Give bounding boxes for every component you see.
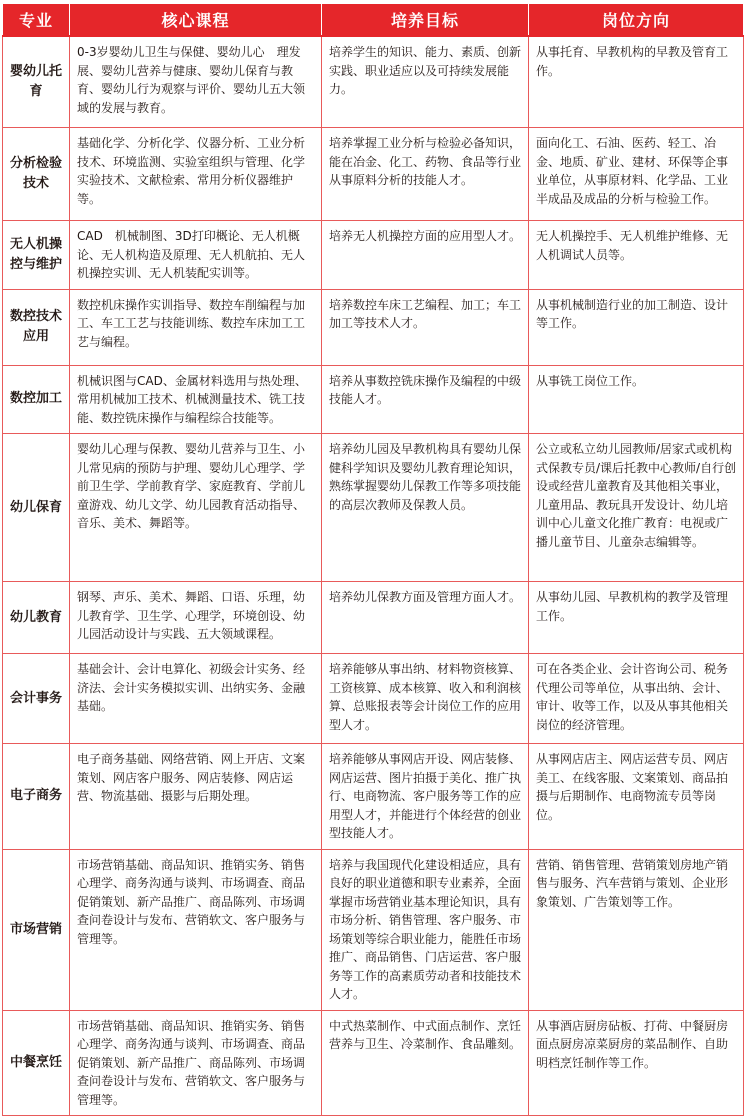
header-goal: 培养目标 xyxy=(322,4,529,37)
major-cell: 婴幼儿托育 xyxy=(3,36,70,128)
major-cell: 分析检验技术 xyxy=(3,128,70,221)
goal-cell: 培养无人机操控方面的应用型人才。 xyxy=(322,221,529,290)
goal-cell: 培养能够从事出纳、材料物资核算、工资核算、成本核算、收入和利润核算、总账报表等会计岗位工作的应用型人才。 xyxy=(322,654,529,744)
courses-cell: 电子商务基础、网络营销、网上开店、文案策划、网店客户服务、网店装修、网店运营、物流基础、摄影与后期处理。 xyxy=(70,744,322,850)
major-cell: 电子商务 xyxy=(3,744,70,850)
goal-cell: 培养掌握工业分析与检验必备知识，能在冶金、化工、药物、食品等行业从事原料分析的技能人才。 xyxy=(322,128,529,221)
major-cell: 数控加工 xyxy=(3,365,70,434)
courses-cell: 婴幼儿心理与保教、婴幼儿营养与卫生、小儿常见病的预防与护理、婴幼儿心理学、学前卫生学、学前教育学、家庭教育、学前儿童游戏、幼儿文学、幼儿园教育活动指导、音乐、美术、舞蹈等。 xyxy=(70,434,322,582)
career-cell: 面向化工、石油、医药、轻工、冶金、地质、矿业、建材、环保等企事业单位，从事原材料、化学品、工业半成品及成品的分析与检验工作。 xyxy=(529,128,744,221)
goal-cell: 培养数控车床工艺编程、加工；车工加工等技术人才。 xyxy=(322,289,529,365)
career-cell: 无人机操控手、无人机维护维修、无人机调试人员等。 xyxy=(529,221,744,290)
courses-cell: 基础会计、会计电算化、初级会计实务、经济法、会计实务模拟实训、出纳实务、金融基础。 xyxy=(70,654,322,744)
header-career: 岗位方向 xyxy=(529,4,744,37)
career-cell: 从事网店店主、网店运营专员、网店美工、在线客服、文案策划、商品拍摄与后期制作、电商物流专员等岗位。 xyxy=(529,744,744,850)
goal-cell: 培养与我国现代化建设相适应，具有良好的职业道德和职专业素养，全面掌握市场营销业基本理论知识，具有市场分析、销售管理、客户服务、市场策划等综合职业能力，能胜任市场推广、商品销售、门店运营、客户服务等工作的高素质劳动者和技能技术人才。 xyxy=(322,849,529,1010)
courses-cell: 机械识图与CAD、金属材料选用与热处理、常用机械加工技术、机械测量技术、铣工技能、数控铣床操作与编程综合技能等。 xyxy=(70,365,322,434)
courses-cell: 市场营销基础、商品知识、推销实务、销售心理学、商务沟通与谈判、市场调查、商品促销策划、新产品推广、商品陈列、市场调查问卷设计与发布、营销软文、客户服务与管理等。 xyxy=(70,849,322,1010)
header-major: 专业 xyxy=(3,4,70,37)
table-row xyxy=(3,744,744,850)
career-cell: 公立或私立幼儿园教师/居家式或机构式保教专员/课后托教中心教师/自行创设或经营儿童教育及其他相关事业，儿童用品、教玩具开发设计、幼儿培训中心儿童文化推广教育：电视或广播儿童节目、儿童杂志编辑等。 xyxy=(529,434,744,582)
career-cell: 从事机械制造行业的加工制造、设计等工作。 xyxy=(529,289,744,365)
courses-cell: 市场营销基础、商品知识、推销实务、销售心理学、商务沟通与谈判、市场调查、商品促销策划、新产品推广、商品陈列、市场调查问卷设计与发布、营销软文、客户服务与管理等。 xyxy=(70,1010,322,1116)
major-cell: 幼儿教育 xyxy=(3,582,70,654)
goal-cell: 培养幼儿保教方面及管理方面人才。 xyxy=(322,582,529,654)
major-cell: 幼儿保育 xyxy=(3,434,70,582)
header-courses: 核心课程 xyxy=(70,4,322,37)
program-table xyxy=(2,3,744,1116)
major-cell: 无人机操控与维护 xyxy=(3,221,70,290)
table-row xyxy=(3,849,744,1010)
courses-cell: 数控机床操作实训指导、数控车削编程与加工、车工工艺与技能训练、数控车床加工工艺与编程。 xyxy=(70,289,322,365)
goal-cell: 培养能够从事网店开设、网店装修、网店运营、图片拍摄于美化、推广执行、电商物流、客户服务等工作的应用型人才，并能进行个体经营的创业型技能人才。 xyxy=(322,744,529,850)
career-cell: 从事幼儿园、早教机构的教学及管理工作。 xyxy=(529,582,744,654)
table-row xyxy=(3,365,744,434)
table-row xyxy=(3,582,744,654)
courses-cell: 基础化学、分析化学、仪器分析、工业分析技术、环境监测、实验室组织与管理、化学实验技术、文献检索、常用分析仪器维护等。 xyxy=(70,128,322,221)
career-cell: 可在各类企业、会计咨询公司、税务代理公司等单位，从事出纳、会计、审计、收等工作，以及从事其他相关岗位的经济管理。 xyxy=(529,654,744,744)
table-row xyxy=(3,434,744,582)
courses-cell: CAD 机械制图、3D打印概论、无人机概论、无人机构造及原理、无人机航拍、无人机操控实训、无人机装配实训等。 xyxy=(70,221,322,290)
career-cell: 从事托育、早教机构的早教及管育工作。 xyxy=(529,36,744,128)
header-row xyxy=(3,4,744,37)
major-cell: 市场营销 xyxy=(3,849,70,1010)
major-cell: 中餐烹饪 xyxy=(3,1010,70,1116)
goal-cell: 培养从事数控铣床操作及编程的中级技能人才。 xyxy=(322,365,529,434)
table-row xyxy=(3,289,744,365)
table-row xyxy=(3,36,744,128)
table-row xyxy=(3,654,744,744)
career-cell: 营销、销售管理、营销策划房地产销售与服务、汽车营销与策划、企业形象策划、广告策划等工作。 xyxy=(529,849,744,1010)
table-row xyxy=(3,221,744,290)
career-cell: 从事铣工岗位工作。 xyxy=(529,365,744,434)
goal-cell: 中式热菜制作、中式面点制作、烹饪营养与卫生、冷菜制作、食品雕刻。 xyxy=(322,1010,529,1116)
goal-cell: 培养幼儿园及早教机构具有婴幼儿保健科学知识及婴幼儿教育理论知识，熟练掌握婴幼儿保教工作等多项技能的高层次教师及保教人员。 xyxy=(322,434,529,582)
table-row xyxy=(3,1010,744,1116)
goal-cell: 培养学生的知识、能力、素质、创新实践、职业适应以及可持续发展能力。 xyxy=(322,36,529,128)
major-cell: 会计事务 xyxy=(3,654,70,744)
major-cell: 数控技术应用 xyxy=(3,289,70,365)
courses-cell: 钢琴、声乐、美术、舞蹈、口语、乐理，幼儿教育学、卫生学、心理学，环境创设、幼儿园活动设计与实践、五大领域课程。 xyxy=(70,582,322,654)
career-cell: 从事酒店厨房砧板、打荷、中餐厨房面点厨房凉菜厨房的菜品制作、自助明档烹饪制作等工作。 xyxy=(529,1010,744,1116)
courses-cell: 0-3岁婴幼儿卫生与保健、婴幼儿心 理发展、婴幼儿营养与健康、婴幼儿保育与教育、婴幼儿行为观察与评价、婴幼儿五大领域的发展与教育。 xyxy=(70,36,322,128)
table-row xyxy=(3,128,744,221)
